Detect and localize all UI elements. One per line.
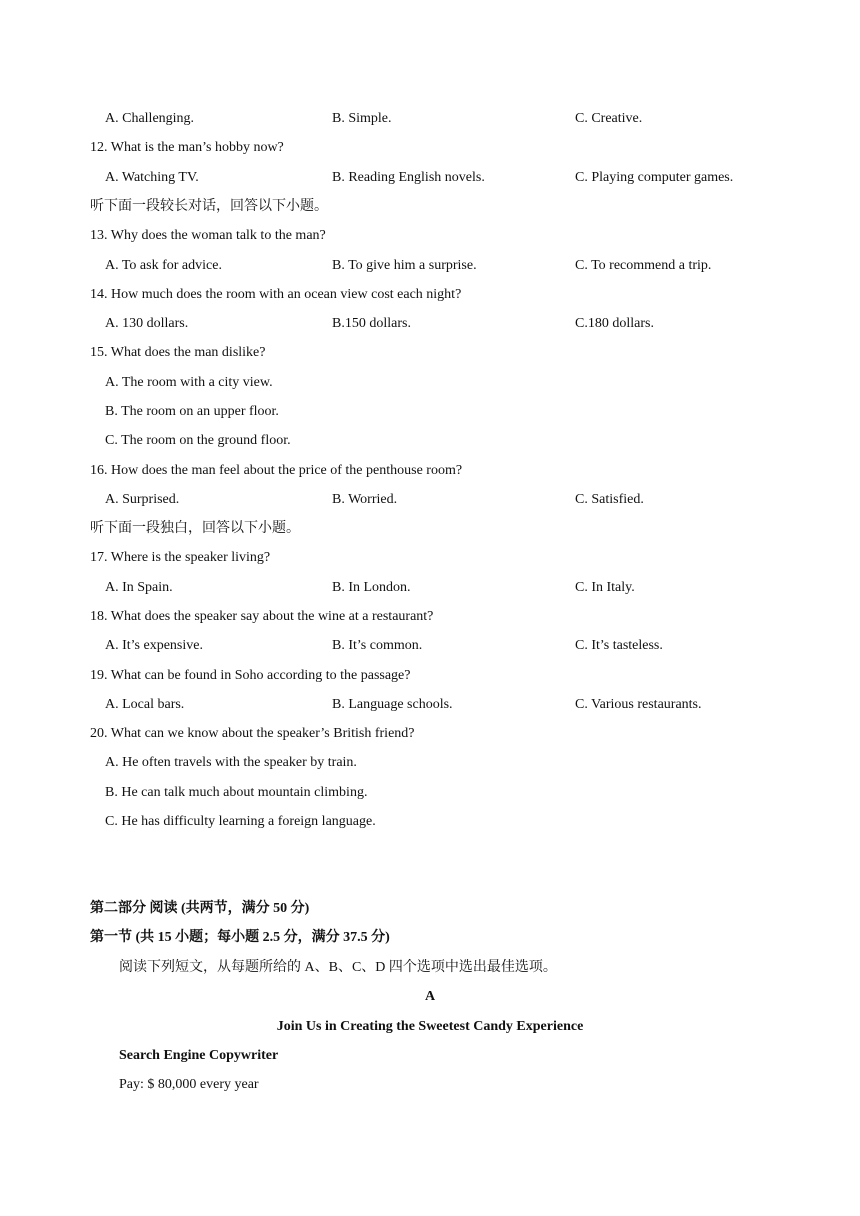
q11-option-b: B. Simple. [332, 111, 392, 126]
q14-option-c: C.180 dollars. [575, 316, 654, 331]
q14-option-b: B.150 dollars. [332, 316, 411, 331]
q17-option-c: C. In Italy. [575, 580, 635, 595]
q18-options [0, 636, 860, 656]
q16-question: 16. How does the man feel about the price of the penthouse room? [90, 463, 463, 478]
passage-title: Join Us in Creating the Sweetest Candy Experience [276, 1019, 584, 1034]
q15-option-a: A. The room with a city view. [105, 375, 273, 390]
q19-options [0, 695, 860, 715]
q13-options [0, 256, 860, 276]
passage-letter: A [424, 989, 436, 1004]
q20-option-b: B. He can talk much about mountain climbing. [105, 785, 368, 800]
q14-option-a: A. 130 dollars. [105, 316, 189, 331]
reading-instruction: 阅读下列短文，从每题所给的 A、B、C、D 四个选项中选出最佳选项。 [119, 960, 557, 975]
q15-option-b: B. The room on an upper floor. [105, 404, 279, 419]
q19-question: 19. What can be found in Soho according to the passage? [90, 668, 411, 683]
instruction-long-dialogue: 听下面一段较长对话，回答以下小题。 [90, 199, 328, 214]
q20-option-a: A. He often travels with the speaker by train. [105, 755, 357, 770]
q13-option-b: B. To give him a surprise. [332, 258, 477, 273]
q20-option-c: C. He has difficulty learning a foreign language. [105, 814, 376, 829]
q18-option-c: C. It’s tasteless. [575, 638, 663, 653]
q16-option-a: A. Surprised. [105, 492, 180, 507]
q17-option-b: B. In London. [332, 580, 411, 595]
q13-option-a: A. To ask for advice. [105, 258, 222, 273]
q13-question: 13. Why does the woman talk to the man? [90, 228, 326, 243]
section1-heading: 第一节 (共 15 小题；每小题 2.5 分，满分 37.5 分) [90, 930, 390, 945]
q14-options [0, 314, 860, 334]
q13-option-c: C. To recommend a trip. [575, 258, 712, 273]
q19-option-c: C. Various restaurants. [575, 697, 702, 712]
job-title: Search Engine Copywriter [119, 1048, 279, 1063]
q17-option-a: A. In Spain. [105, 580, 173, 595]
q12-question: 12. What is the man’s hobby now? [90, 140, 284, 155]
q16-option-b: B. Worried. [332, 492, 398, 507]
part2-heading: 第二部分 阅读 (共两节，满分 50 分) [90, 901, 310, 916]
q15-option-c: C. The room on the ground floor. [105, 433, 291, 448]
q19-option-a: A. Local bars. [105, 697, 185, 712]
q12-option-c: C. Playing computer games. [575, 170, 734, 185]
q11-option-c: C. Creative. [575, 111, 643, 126]
q19-option-b: B. Language schools. [332, 697, 453, 712]
instruction-monologue: 听下面一段独白，回答以下小题。 [90, 521, 300, 536]
q12-option-a: A. Watching TV. [105, 170, 199, 185]
q18-option-b: B. It’s common. [332, 638, 423, 653]
q15-question: 15. What does the man dislike? [90, 345, 266, 360]
q12-options [0, 168, 860, 188]
q16-options [0, 490, 860, 510]
q17-question: 17. Where is the speaker living? [90, 550, 271, 565]
q14-question: 14. How much does the room with an ocean view cost each night? [90, 287, 462, 302]
q18-question: 18. What does the speaker say about the wine at a restaurant? [90, 609, 434, 624]
job-pay: Pay: $ 80,000 every year [119, 1077, 259, 1092]
q18-option-a: A. It’s expensive. [105, 638, 203, 653]
q20-question: 20. What can we know about the speaker’s British friend? [90, 726, 415, 741]
q12-option-b: B. Reading English novels. [332, 170, 485, 185]
q11-options [0, 109, 860, 129]
q16-option-c: C. Satisfied. [575, 492, 644, 507]
q11-option-a: A. Challenging. [105, 111, 195, 126]
q17-options [0, 578, 860, 598]
